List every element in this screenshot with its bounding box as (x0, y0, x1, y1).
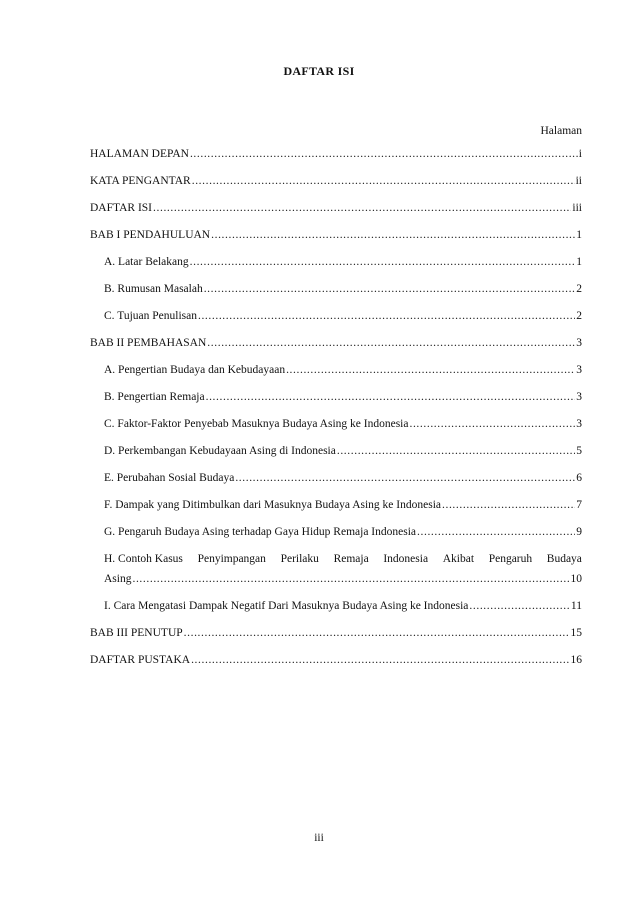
toc-entry-pengertian-budaya (90, 364, 582, 391)
dot-leader (192, 175, 575, 187)
toc-entry-latar-belakang (90, 256, 582, 283)
dot-leader (132, 573, 569, 585)
toc-entry-daftar-pustaka (90, 654, 582, 681)
toc-entry-label: F. Dampak yang Ditimbulkan dari Masuknya Budaya Asing ke Indonesia (104, 499, 441, 511)
dot-leader (184, 627, 570, 639)
toc-entry-daftar-isi (90, 202, 582, 229)
dot-leader (417, 526, 575, 538)
dot-leader (469, 600, 570, 612)
dot-leader (153, 202, 571, 214)
toc-entry-word: Pengaruh (488, 553, 533, 565)
toc-entry-label: DAFTAR ISI (90, 202, 153, 214)
toc-entry-label: A. Latar Belakang (104, 256, 189, 268)
toc-entry-faktor-penyebab (90, 418, 582, 445)
dot-leader (207, 337, 575, 349)
toc-entry-page: 3 (576, 337, 582, 349)
dot-leader (204, 283, 576, 295)
dot-leader (442, 499, 575, 511)
toc-entry-dampak (90, 499, 582, 526)
toc-entry-page: 2 (576, 310, 582, 322)
toc-entry-label: HALAMAN DEPAN (90, 148, 189, 160)
toc-entry-label: KATA PENGANTAR (90, 175, 191, 187)
toc-entry-pengaruh-budaya (90, 526, 582, 553)
toc-entry-halaman-depan (90, 148, 582, 175)
toc-entry-word: H. Contoh Kasus (104, 553, 183, 565)
toc-entry-bab-3 (90, 627, 582, 654)
toc-entry-label: Asing (104, 573, 132, 585)
toc-entry-contoh-kasus-line2 (90, 573, 582, 600)
dot-leader (206, 391, 576, 403)
toc-entry-label: B. Pengertian Remaja (104, 391, 205, 403)
toc-entry-page: 1 (576, 229, 582, 241)
toc-entry-label: D. Perkembangan Kebudayaan Asing di Indonesia (104, 445, 336, 457)
toc-entry-perkembangan-kebudayaan (90, 445, 582, 472)
toc-entry-page: 2 (576, 283, 582, 295)
dot-leader (337, 445, 575, 457)
toc-entry-cara-mengatasi (90, 600, 582, 627)
toc-entry-label: B. Rumusan Masalah (104, 283, 203, 295)
dot-leader (409, 418, 575, 430)
toc-entry-pengertian-remaja (90, 391, 582, 418)
toc-entry-page: 11 (570, 600, 582, 612)
toc-entry-page: 3 (576, 418, 582, 430)
toc-entry-label: BAB I PENDAHULUAN (90, 229, 211, 241)
toc-entry-page: 3 (576, 364, 582, 376)
toc-entry-label: BAB III PENUTUP (90, 627, 183, 639)
toc-entry-label: C. Faktor-Faktor Penyebab Masuknya Budaya Asing ke Indonesia (104, 418, 409, 430)
toc-entry-page: 6 (576, 472, 582, 484)
toc-entry-page: 5 (576, 445, 582, 457)
toc-entry-bab-1 (90, 229, 582, 256)
toc-entry-word: Indonesia (383, 553, 429, 565)
dot-leader (190, 256, 576, 268)
toc-entry-page: iii (572, 202, 582, 214)
toc-entry-rumusan-masalah (90, 283, 582, 310)
toc-entry-page: 15 (570, 627, 582, 639)
toc-entry-word: Akibat (442, 553, 475, 565)
toc-entry-label: I. Cara Mengatasi Dampak Negatif Dari Masuknya Budaya Asing ke Indonesia (104, 600, 469, 612)
toc-entry-word: Remaja (333, 553, 369, 565)
toc-entry-kata-pengantar (90, 175, 582, 202)
toc-entry-label: BAB II PEMBAHASAN (90, 337, 207, 349)
toc-entry-label: A. Pengertian Budaya dan Kebudayaan (104, 364, 286, 376)
toc-entry-page: 16 (570, 654, 582, 666)
toc-entry-page: ii (575, 175, 582, 187)
toc-entry-word: Budaya (546, 553, 582, 565)
toc-entry-label: E. Perubahan Sosial Budaya (104, 472, 235, 484)
toc-entry-page: 9 (576, 526, 582, 538)
dot-leader (235, 472, 575, 484)
table-of-contents (90, 148, 582, 681)
toc-entry-label: G. Pengaruh Budaya Asing terhadap Gaya Hidup Remaja Indonesia (104, 526, 417, 538)
toc-entry-page: 3 (576, 391, 582, 403)
toc-entry-label: C. Tujuan Penulisan (104, 310, 197, 322)
toc-entry-contoh-kasus-line1 (90, 553, 582, 573)
dot-leader (211, 229, 575, 241)
footer-page-number: iii (314, 832, 324, 844)
dot-leader (198, 310, 575, 322)
toc-entry-bab-2 (90, 337, 582, 364)
toc-entry-perubahan-sosial (90, 472, 582, 499)
toc-entry-word: Penyimpangan (197, 553, 266, 565)
toc-entry-page: 1 (576, 256, 582, 268)
toc-entry-tujuan-penulisan (90, 310, 582, 337)
toc-entry-word: Perilaku (280, 553, 319, 565)
dot-leader (191, 654, 569, 666)
dot-leader (286, 364, 575, 376)
toc-entry-page: 10 (570, 573, 582, 585)
dot-leader (190, 148, 578, 160)
page-title: DAFTAR ISI (283, 64, 355, 78)
toc-entry-page: 7 (576, 499, 582, 511)
toc-entry-page: i (578, 148, 582, 160)
page-column-header: Halaman (540, 125, 582, 137)
toc-entry-label: DAFTAR PUSTAKA (90, 654, 191, 666)
